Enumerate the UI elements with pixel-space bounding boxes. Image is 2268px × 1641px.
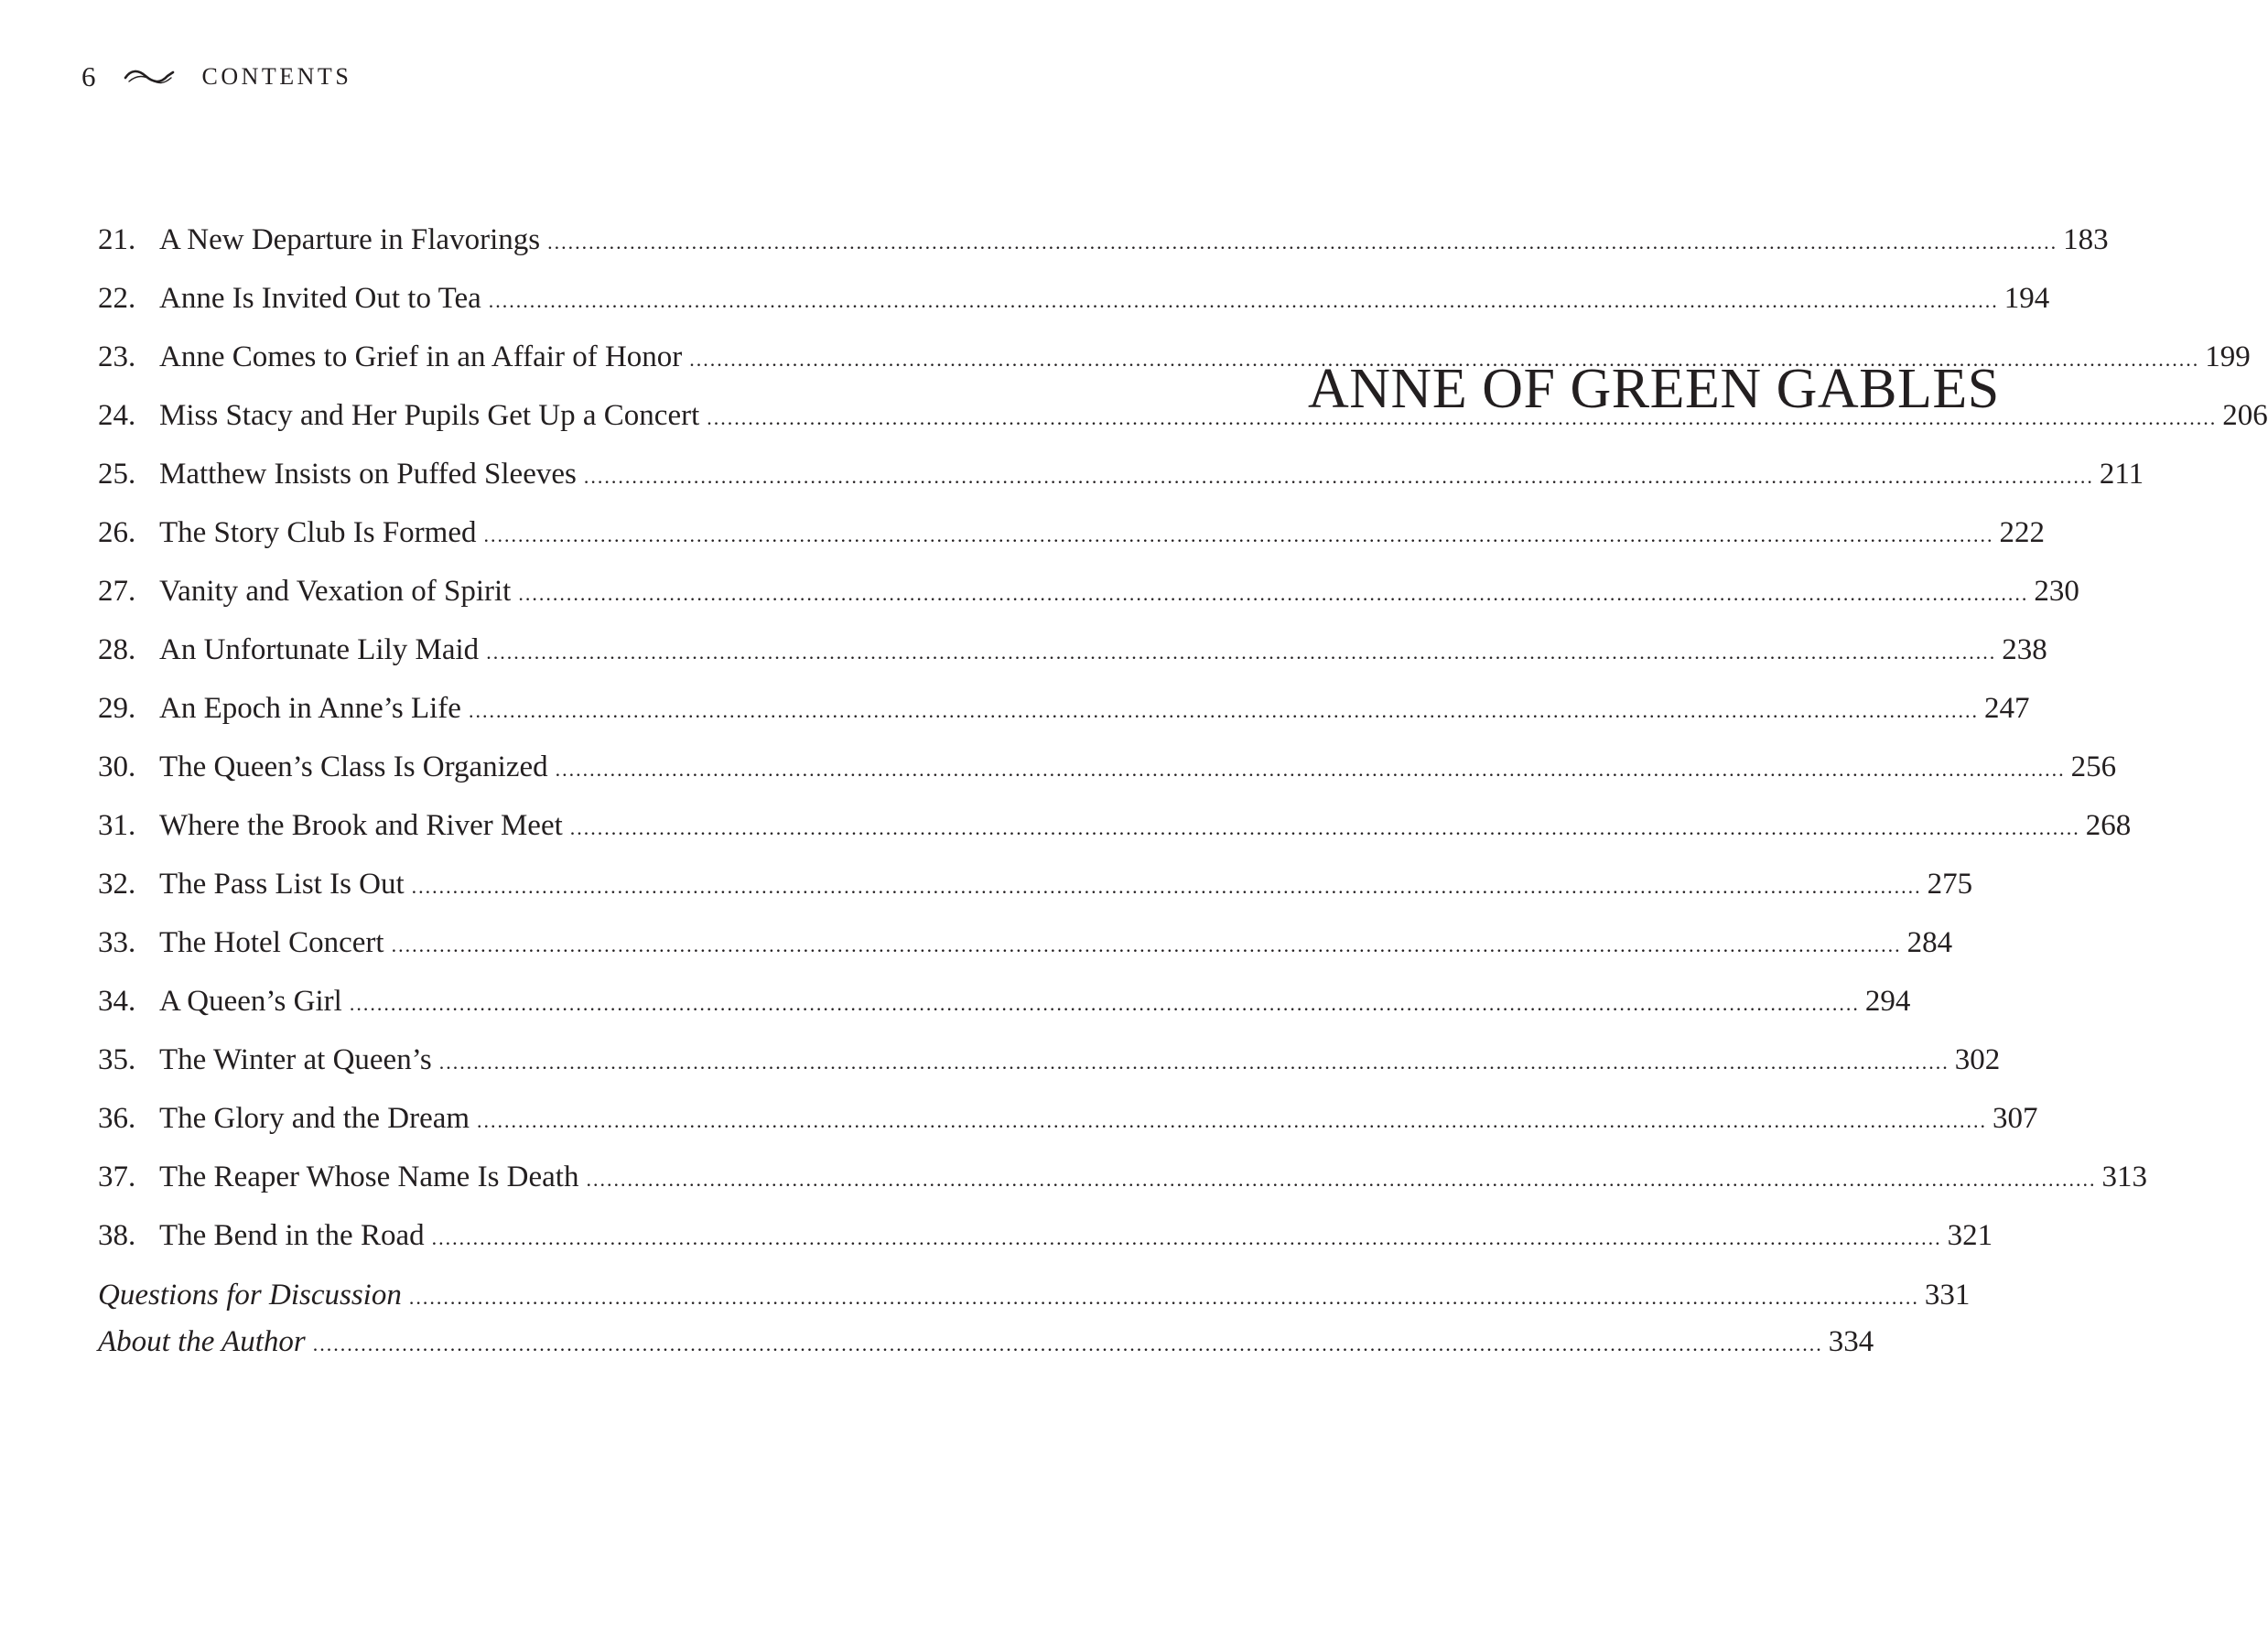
page-number: 6	[81, 60, 96, 92]
chapter-number: 26.	[98, 516, 136, 549]
chapter-number: 21.	[98, 223, 136, 256]
book-title: ANNE OF GREEN GABLES	[1308, 358, 2000, 420]
dot-leader: ............................................................................................................................................................................................................................	[477, 1109, 1988, 1132]
toc-entry	[98, 328, 2251, 386]
toc-entry	[98, 211, 2109, 269]
dot-leader: ............................................................................................................................................................................................................................	[411, 875, 1922, 898]
chapter-title: The Queen’s Class Is Organized	[159, 750, 548, 783]
dot-leader: ............................................................................................................................................................................................................................	[586, 1168, 2097, 1191]
chapter-title: The Pass List Is Out	[159, 868, 405, 901]
chapter-title: The Bend in the Road	[159, 1219, 425, 1252]
toc-entry	[98, 1031, 2001, 1089]
chapter-title: An Epoch in Anne’s Life	[159, 692, 461, 725]
toc-entry	[98, 913, 1953, 972]
toc-back-matter-entry	[98, 1272, 1971, 1319]
chapter-page: 313	[2101, 1161, 2147, 1193]
chapter-page: 194	[2003, 282, 2050, 315]
chapter-page: 238	[2002, 633, 2047, 666]
dot-leader: ............................................................................................................................................................................................................................	[555, 758, 2066, 781]
back-matter-title: About the Author	[98, 1325, 306, 1358]
dot-leader: ............................................................................................................................................................................................................................	[391, 934, 1902, 956]
chapter-page: 302	[1954, 1043, 2001, 1076]
dot-leader: ............................................................................................................................................................................................................................	[707, 406, 2218, 429]
toc-back-matter-entry	[98, 1319, 1874, 1366]
swash-ornament-icon	[124, 66, 175, 88]
toc-entry	[98, 1206, 1993, 1265]
toc-entry	[98, 269, 2050, 328]
chapter-number: 36.	[98, 1102, 136, 1135]
chapter-number: 35.	[98, 1043, 136, 1076]
chapter-title: Miss Stacy and Her Pupils Get Up a Concert	[159, 399, 700, 432]
back-matter-page: 334	[1828, 1325, 1874, 1358]
toc-entry	[98, 1089, 2038, 1148]
dot-leader: ............................................................................................................................................................................................................................	[486, 641, 1997, 664]
dot-leader: ............................................................................................................................................................................................................................	[488, 289, 1999, 312]
chapter-title: Where the Brook and River Meet	[159, 809, 563, 842]
chapter-title: Anne Is Invited Out to Tea	[159, 282, 481, 315]
dot-leader: ............................................................................................................................................................................................................................	[518, 582, 2029, 605]
chapter-number: 29.	[98, 692, 136, 725]
chapter-page: 183	[2063, 223, 2109, 256]
chapter-number: 25.	[98, 458, 136, 491]
chapter-title: A Queen’s Girl	[159, 985, 342, 1018]
chapter-number: 34.	[98, 985, 136, 1018]
chapter-number: 31.	[98, 809, 136, 842]
chapter-page: 230	[2034, 575, 2079, 608]
toc-entry	[98, 445, 2144, 503]
dot-leader: ............................................................................................................................................................................................................................	[431, 1226, 1942, 1249]
chapter-number: 32.	[98, 868, 136, 901]
toc-entry	[98, 621, 2047, 679]
dot-leader: ............................................................................................................................................................................................................................	[483, 524, 1994, 546]
toc-entry	[98, 972, 1911, 1031]
chapter-title: The Glory and the Dream	[159, 1102, 470, 1135]
dot-leader: ............................................................................................................................................................................................................................	[547, 231, 2058, 254]
dot-leader: ............................................................................................................................................................................................................................	[312, 1333, 1823, 1355]
chapter-number: 38.	[98, 1219, 136, 1252]
chapter-number: 22.	[98, 282, 136, 315]
toc-entry	[98, 503, 2045, 562]
chapter-title: The Story Club Is Formed	[159, 516, 477, 549]
back-matter-page: 331	[1924, 1279, 1971, 1312]
chapter-title: An Unfortunate Lily Maid	[159, 633, 480, 666]
chapter-page: 222	[1999, 516, 2045, 549]
chapter-page: 247	[1983, 692, 2030, 725]
chapter-number: 33.	[98, 926, 136, 959]
back-matter-title: Questions for Discussion	[98, 1279, 402, 1312]
running-head	[81, 57, 351, 97]
section-label: CONTENTS	[201, 63, 352, 90]
dot-leader: ............................................................................................................................................................................................................................	[349, 992, 1860, 1015]
dot-leader: ............................................................................................................................................................................................................................	[468, 699, 1979, 722]
toc-entry	[98, 738, 2117, 796]
toc-entry	[98, 1148, 2147, 1206]
chapter-page: 211	[2099, 458, 2144, 491]
chapter-page: 256	[2070, 750, 2117, 783]
chapter-title: Anne Comes to Grief in an Affair of Honor	[159, 340, 683, 373]
chapter-page: 199	[2205, 340, 2251, 373]
dot-leader: ............................................................................................................................................................................................................................	[689, 348, 2200, 371]
chapter-page: 294	[1864, 985, 1911, 1018]
toc-entry	[98, 796, 2132, 855]
chapter-title: The Reaper Whose Name Is Death	[159, 1161, 579, 1193]
toc-entry	[98, 562, 2079, 621]
chapter-number: 23.	[98, 340, 136, 373]
chapter-page: 275	[1927, 868, 1973, 901]
chapter-page: 284	[1906, 926, 1953, 959]
dot-leader: ............................................................................................................................................................................................................................	[583, 465, 2094, 488]
dot-leader: ............................................................................................................................................................................................................................	[438, 1051, 1949, 1074]
chapter-title: The Winter at Queen’s	[159, 1043, 432, 1076]
chapter-page: 268	[2085, 809, 2132, 842]
toc-entry	[98, 855, 1973, 913]
chapter-number: 24.	[98, 399, 136, 432]
chapter-number: 28.	[98, 633, 136, 666]
dot-leader: ............................................................................................................................................................................................................................	[408, 1286, 1919, 1309]
chapter-title: Matthew Insists on Puffed Sleeves	[159, 458, 577, 491]
chapter-page: 307	[1993, 1102, 2038, 1135]
toc-entry	[98, 679, 2030, 738]
dot-leader: ............................................................................................................................................................................................................................	[569, 816, 2080, 839]
chapter-page: 206	[2222, 399, 2268, 432]
chapter-page: 321	[1947, 1219, 1993, 1252]
chapter-number: 37.	[98, 1161, 136, 1193]
chapter-title: Vanity and Vexation of Spirit	[159, 575, 512, 608]
chapter-title: A New Departure in Flavorings	[159, 223, 541, 256]
chapter-number: 27.	[98, 575, 136, 608]
chapter-title: The Hotel Concert	[159, 926, 384, 959]
chapter-number: 30.	[98, 750, 136, 783]
